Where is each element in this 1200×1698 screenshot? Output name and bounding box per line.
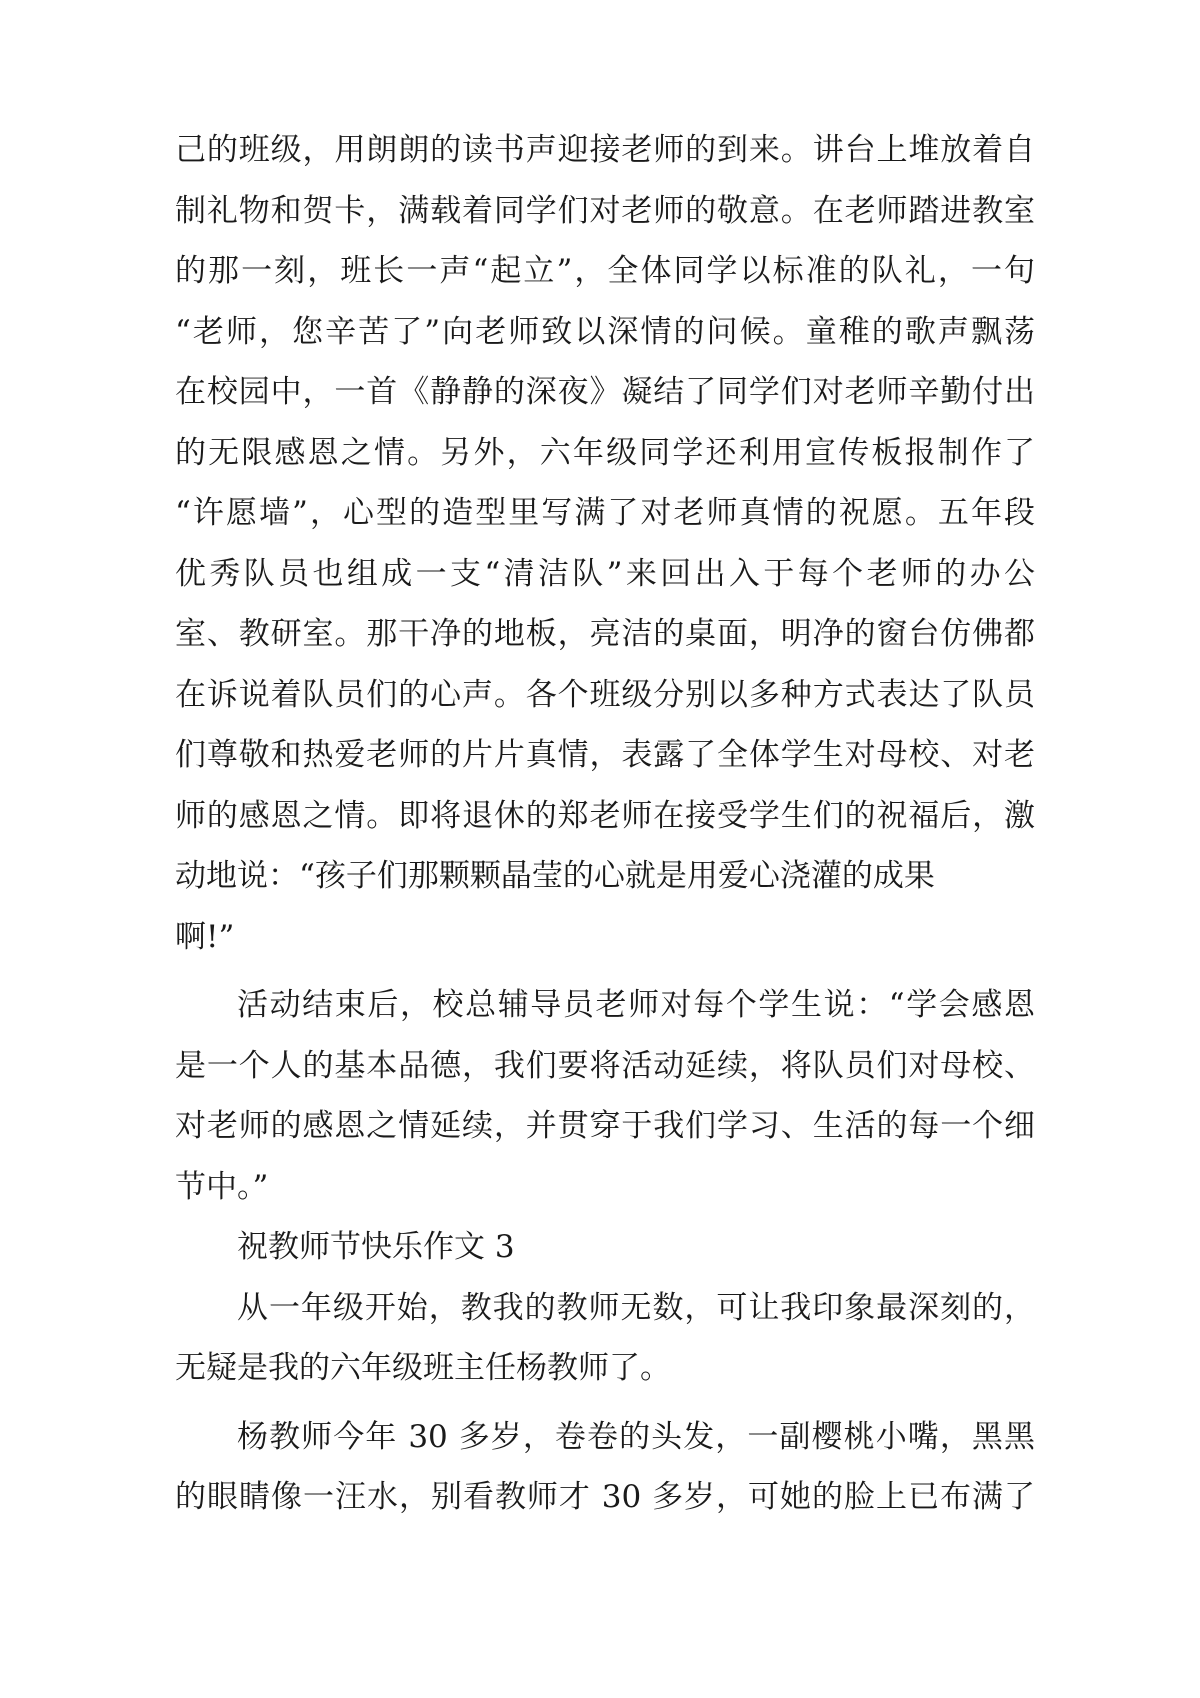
text-line: 在诉说着队员们的心声。各个班级分别以多种方式表达了队员 bbox=[175, 676, 1035, 713]
text-line: “许愿墙”，心型的造型里写满了对老师真情的祝愿。五年段 bbox=[175, 495, 1035, 531]
text-line: 从一年级开始，教我的教师无数，可让我印象最深刻的， bbox=[237, 1289, 1035, 1326]
text-line: 优秀队员也组成一支“清洁队”来回出入于每个老师的办公 bbox=[175, 555, 1035, 592]
text-line: 制礼物和贺卡，满载着同学们对老师的敬意。在老师踏进教室 bbox=[175, 192, 1035, 229]
text-line: 的那一刻，班长一声“起立”，全体同学以标准的队礼，一句 bbox=[175, 253, 1035, 289]
text-line: 节中。” bbox=[175, 1168, 269, 1205]
text-line: 活动结束后，校总辅导员老师对每个学生说：“学会感恩 bbox=[237, 987, 1035, 1023]
text-line: 师的感恩之情。即将退休的郑老师在接受学生们的祝福后，激 bbox=[175, 797, 1035, 834]
text-line: 啊!” bbox=[175, 918, 235, 955]
text-line: 动地说：“孩子们那颗颗晶莹的心就是用爱心浇灌的成果 bbox=[175, 858, 935, 894]
text-line: 的眼睛像一汪水，别看教师才 30 多岁，可她的脸上已布满了 bbox=[175, 1479, 1035, 1515]
text-line: 的无限感恩之情。另外，六年级同学还利用宣传板报制作了 bbox=[175, 434, 1035, 471]
text-line: 对老师的感恩之情延续，并贯穿于我们学习、生活的每一个细 bbox=[175, 1108, 1035, 1144]
text-line: 杨教师今年 30 多岁，卷卷的头发，一副樱桃小嘴，黑黑 bbox=[237, 1418, 1035, 1455]
text-line: “老师，您辛苦了”向老师致以深情的问候。童稚的歌声飘荡 bbox=[175, 313, 1035, 350]
text-line: 无疑是我的六年级班主任杨教师了。 bbox=[175, 1350, 671, 1386]
document-body bbox=[175, 120, 1035, 1528]
text-line: 室、教研室。那干净的地板，亮洁的桌面，明净的窗台仿佛都 bbox=[175, 616, 1035, 652]
text-line: 在校园中，一首《静静的深夜》凝结了同学们对老师辛勤付出 bbox=[175, 374, 1035, 410]
text-line: 们尊敬和热爱老师的片片真情，表露了全体学生对母校、对老 bbox=[175, 737, 1035, 773]
text-line: 己的班级，用朗朗的读书声迎接老师的到来。讲台上堆放着自 bbox=[175, 132, 1035, 168]
essay-heading: 祝教师节快乐作文 3 bbox=[237, 1229, 515, 1265]
text-line: 是一个人的基本品德，我们要将活动延续，将队员们对母校、 bbox=[175, 1047, 1035, 1084]
